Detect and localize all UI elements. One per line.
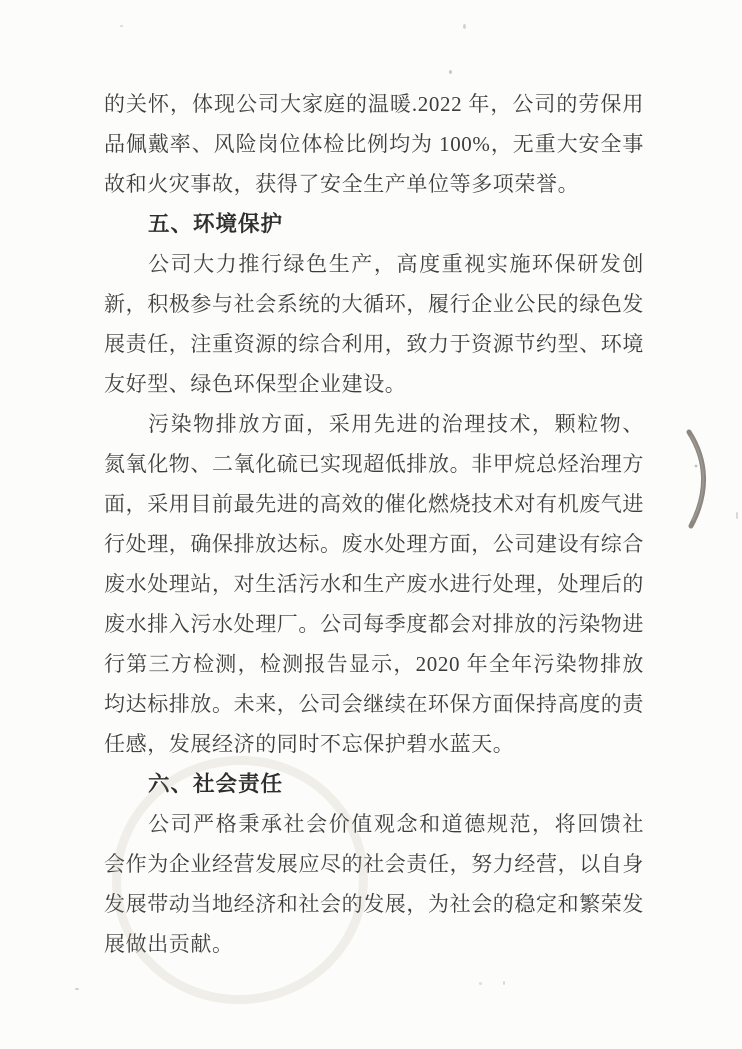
scan-speck [75,988,79,990]
heading-social-responsibility: 六、社会责任 [148,772,284,796]
scan-speck [120,25,123,27]
paragraph-safety-continued: 的关怀，体现公司大家庭的温暖.2022 年，公司的劳保用品佩戴率、风险岗位体检比例均为 100%，无重大安全事故和火灾事故，获得了安全生产单位等多项荣誉。 [104,92,644,196]
scan-speck [736,512,738,519]
document-body [104,84,644,964]
scan-speck [449,70,452,74]
paragraph-green-production: 公司大力推行绿色生产，高度重视实施环保研发创新，积极参与社会系统的大循环，履行企业公民的绿色发展责任，注重资源的综合利用，致力于资源节约型、环境友好型、绿色环保型企业建设。 [104,252,644,396]
heading-environment-protection: 五、环境保护 [148,212,284,236]
scan-speck [479,982,482,985]
paragraph-social-values: 公司严格秉承社会价值观念和道德规范，将回馈社会作为企业经营发展应尽的社会责任，努力经营，以自身发展带动当地经济和社会的发展，为社会的稳定和繁荣发展做出贡献。 [104,812,644,956]
scan-speck [463,24,466,29]
paragraph-pollutant-treatment: 污染物排放方面，采用先进的治理技术，颗粒物、氮氧化物、二氧化硫已实现超低排放。非甲烷总烃治理方面，采用目前最先进的高效的催化燃烧技术对有机废气进行处理，确保排放达标。废水处理方面，公司建设有综合废水处理站，对生活污水和生产废水进行处理，处理后的废水排入污水处理厂。公司每季度都会对排放的污染物进行第三方检测，检测报告显示，2020 年全年污染物排放均达标排放。未来，公司会继续在环保方面保持高度的责任感，发展经济的同时不忘保护碧水蓝天。 [104,412,644,756]
scan-speck [503,981,505,985]
scan-artifact-crescent [682,428,716,530]
